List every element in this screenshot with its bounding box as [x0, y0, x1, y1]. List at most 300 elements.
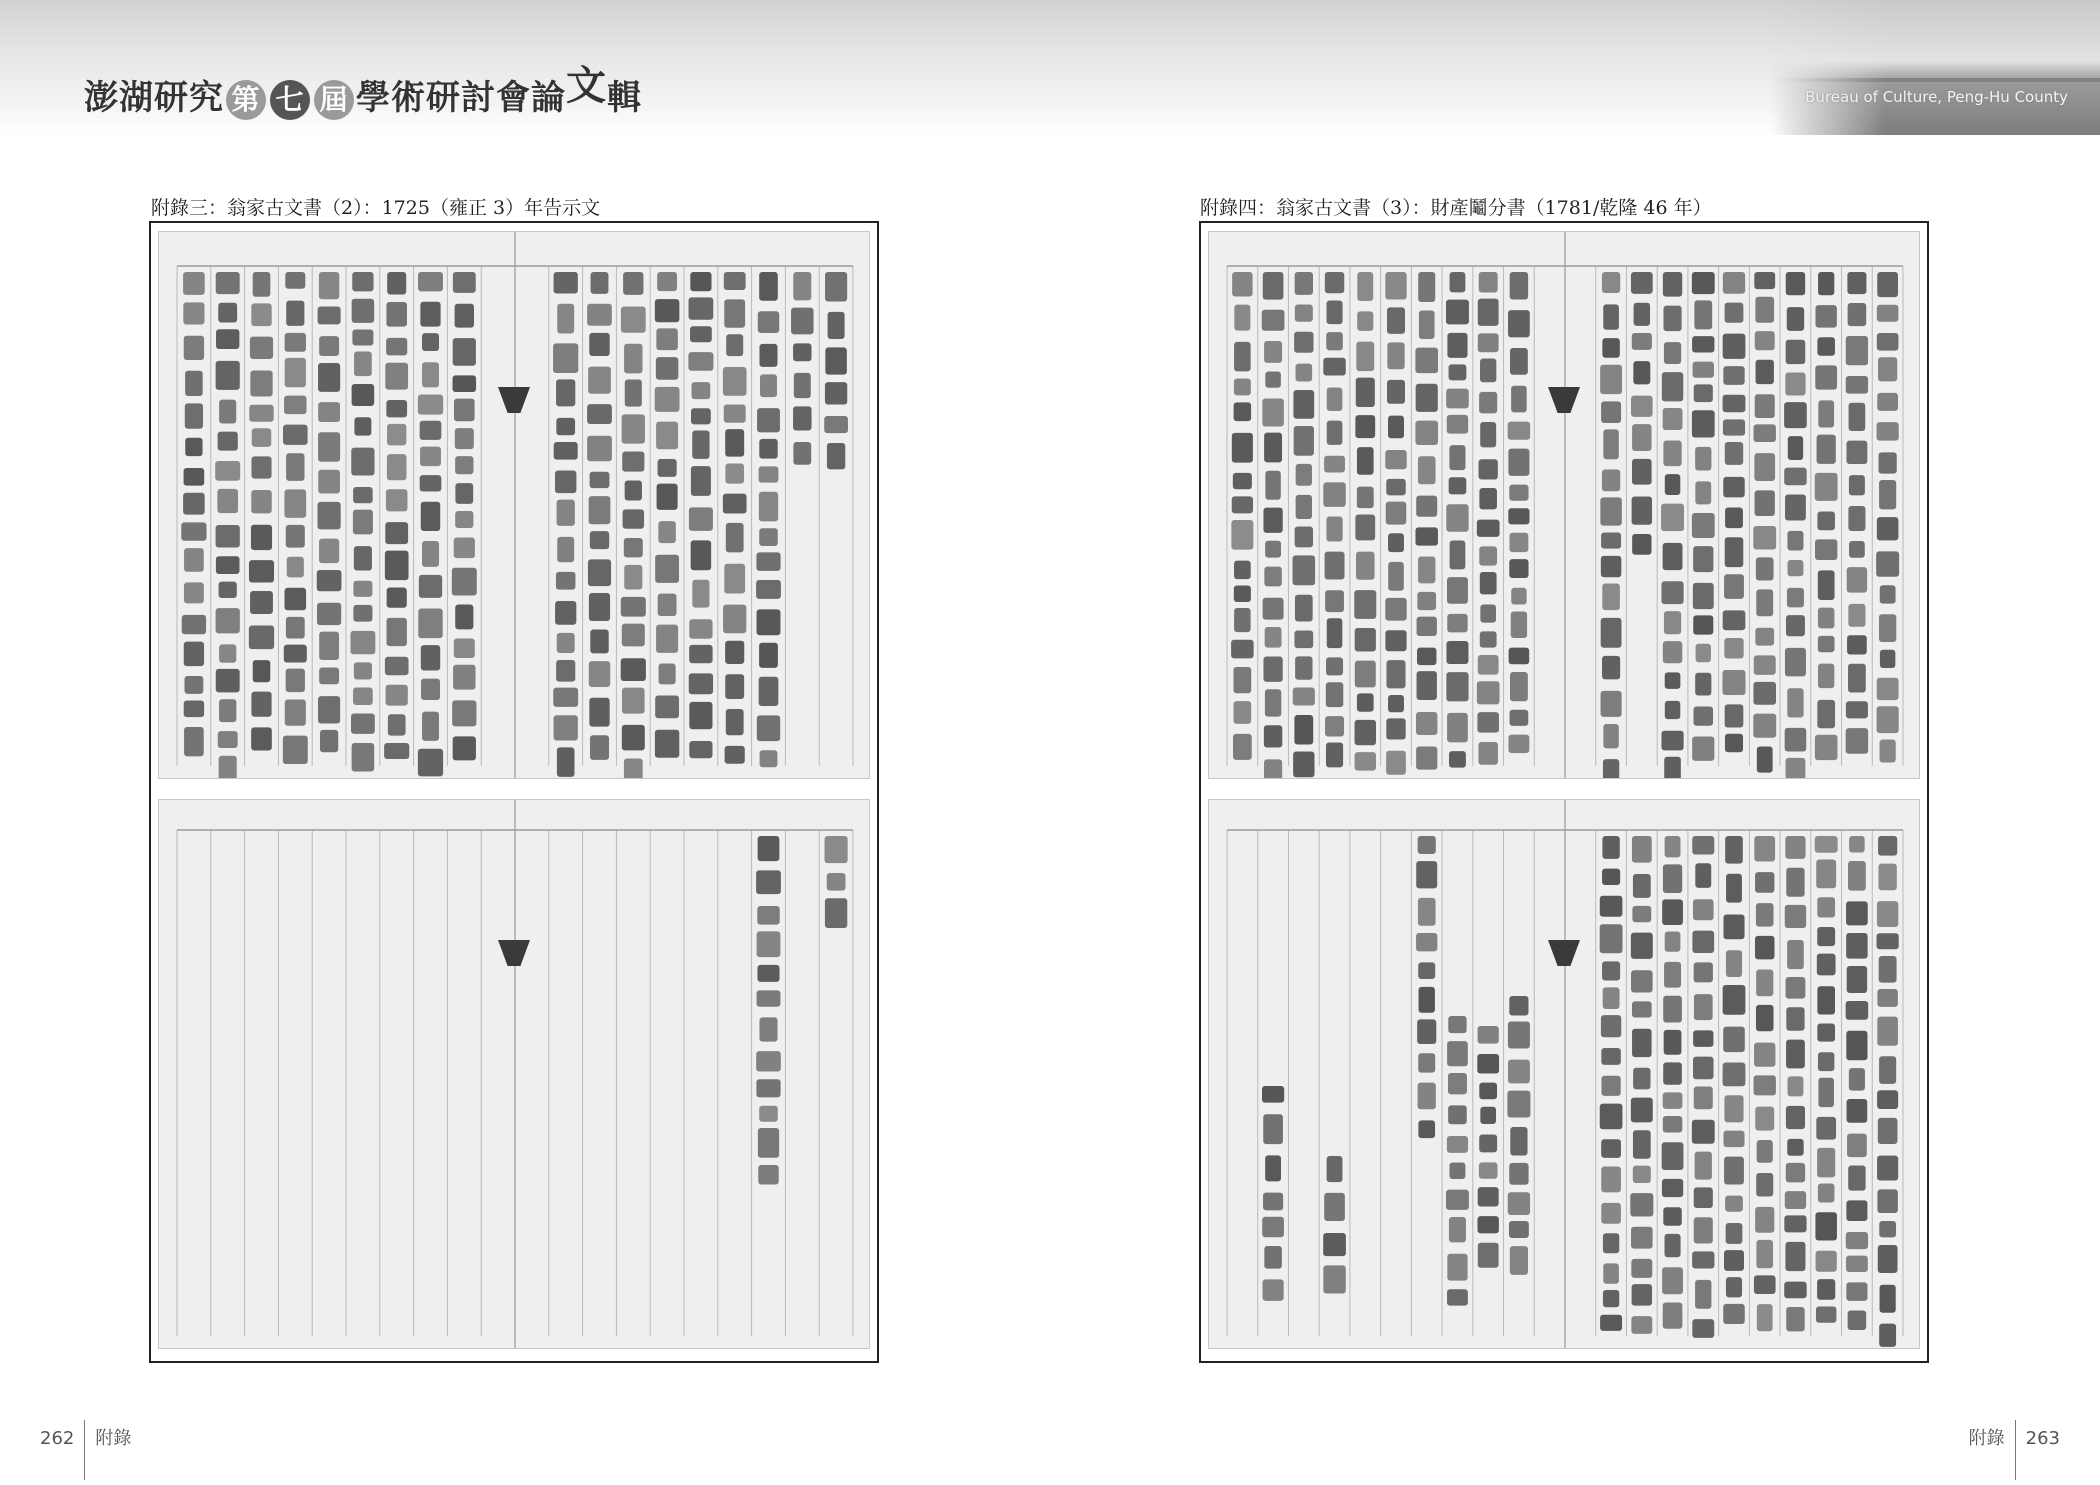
ink-glyph [1600, 497, 1621, 525]
ink-glyph [216, 272, 240, 294]
ink-glyph [590, 629, 608, 653]
ink-glyph [219, 699, 236, 722]
ink-glyph [1695, 1152, 1712, 1180]
ink-glyph [1880, 740, 1896, 763]
ink-glyph [452, 568, 477, 596]
ink-glyph [1848, 506, 1865, 531]
ink-glyph [1508, 1060, 1530, 1084]
ink-glyph [1355, 661, 1376, 688]
ink-glyph [1846, 1232, 1868, 1249]
ink-glyph [1508, 1192, 1530, 1215]
ink-glyph [1632, 496, 1652, 524]
ink-glyph [725, 641, 744, 664]
ink-glyph [1756, 1240, 1773, 1268]
ink-glyph [1417, 592, 1436, 610]
ink-glyph [1357, 447, 1374, 475]
ink-glyph [1295, 272, 1313, 295]
ink-glyph [1723, 419, 1745, 435]
ink-glyph [453, 338, 476, 366]
ink-glyph [1296, 495, 1312, 519]
ink-glyph [1754, 453, 1775, 481]
ink-glyph [1262, 398, 1284, 426]
ink-glyph [1630, 1193, 1653, 1216]
ink-glyph [388, 714, 406, 735]
ink-glyph [1446, 504, 1468, 532]
ink-glyph [1511, 386, 1527, 413]
ink-glyph [657, 272, 677, 291]
ink-glyph [420, 302, 440, 327]
ink-glyph [1787, 560, 1803, 576]
ink-glyph [418, 272, 443, 291]
ink-glyph [1633, 1068, 1650, 1090]
ink-glyph [1631, 970, 1653, 992]
ink-glyph [557, 537, 574, 562]
ink-glyph [1754, 424, 1776, 442]
ink-glyph [1662, 899, 1683, 925]
ink-glyph [1877, 305, 1899, 322]
ink-glyph [1293, 390, 1314, 419]
ink-glyph [219, 756, 237, 779]
ink-glyph [1634, 303, 1650, 326]
ink-glyph [219, 400, 236, 424]
ink-glyph [757, 990, 781, 1006]
ink-glyph [455, 456, 473, 474]
ink-glyph [1477, 1054, 1499, 1073]
ink-glyph [827, 873, 846, 891]
ink-glyph [1846, 441, 1867, 464]
ink-glyph [183, 272, 205, 295]
ink-glyph [216, 329, 239, 349]
ink-glyph [1509, 648, 1530, 665]
ink-glyph [387, 618, 407, 646]
ink-glyph [1725, 1196, 1743, 1212]
ink-glyph [1294, 332, 1313, 353]
ink-glyph [1511, 588, 1526, 605]
ink-glyph [1817, 897, 1835, 917]
ink-glyph [622, 452, 644, 472]
ink-glyph [690, 272, 711, 291]
ink-glyph [1603, 1233, 1619, 1253]
ink-glyph [285, 272, 305, 289]
ink-glyph [656, 422, 678, 450]
ink-glyph [1508, 508, 1529, 524]
ink-glyph [1326, 657, 1343, 675]
ink-glyph [1296, 464, 1312, 486]
ink-glyph [251, 525, 272, 550]
ink-glyph [1846, 728, 1868, 754]
ink-glyph [757, 965, 779, 982]
ink-glyph [184, 642, 204, 666]
ink-glyph [622, 624, 645, 647]
ink-glyph [1418, 1053, 1435, 1072]
ink-glyph [1818, 272, 1834, 295]
ink-glyph [623, 272, 643, 295]
ink-glyph [760, 374, 777, 397]
ink-glyph [1786, 758, 1806, 779]
ink-glyph [352, 384, 375, 406]
ink-glyph [184, 582, 204, 603]
ink-glyph [1631, 272, 1653, 294]
ink-glyph [1664, 962, 1681, 988]
ink-glyph [1846, 1282, 1867, 1300]
ink-glyph [1785, 905, 1806, 928]
ink-glyph [1846, 1200, 1867, 1221]
right-figure-caption: 附錄四：翁家古文書（3）：財產鬮分書（1781/乾隆 46 年） [1200, 197, 1712, 219]
ink-glyph [351, 448, 374, 476]
ink-glyph [554, 442, 578, 460]
ink-glyph [1818, 608, 1834, 629]
ink-glyph [1694, 962, 1713, 982]
ink-glyph [1449, 445, 1465, 470]
ink-glyph [250, 591, 273, 614]
ink-glyph [554, 715, 578, 740]
ink-glyph [1692, 1319, 1714, 1338]
ink-glyph [1786, 1307, 1804, 1331]
ink-glyph [756, 870, 781, 894]
ink-glyph [422, 541, 439, 567]
ink-glyph [1755, 297, 1774, 323]
ink-glyph [1263, 598, 1284, 620]
ink-glyph [1847, 1134, 1867, 1158]
ink-glyph [1263, 508, 1282, 533]
ink-glyph [1878, 864, 1896, 891]
ink-glyph [216, 361, 240, 390]
ink-glyph [251, 490, 271, 513]
ink-glyph [1509, 559, 1528, 578]
ink-glyph [1602, 961, 1620, 980]
ink-glyph [1693, 1057, 1714, 1080]
ink-glyph [1357, 693, 1374, 711]
ink-glyph [1388, 562, 1404, 591]
ink-glyph [1846, 376, 1868, 394]
ink-glyph [623, 509, 644, 528]
ink-glyph [689, 619, 712, 638]
ink-glyph [1662, 1267, 1683, 1294]
ink-glyph [1693, 1030, 1713, 1046]
ink-glyph [251, 303, 271, 326]
ink-glyph [1449, 1162, 1465, 1179]
ink-glyph [1755, 872, 1774, 893]
ink-glyph [1723, 1027, 1745, 1053]
ink-glyph [1449, 751, 1466, 768]
right-bottom-manuscript [1209, 800, 1920, 1349]
ink-glyph [1416, 861, 1437, 888]
ink-glyph [759, 1017, 777, 1041]
ink-glyph [1786, 1007, 1804, 1031]
ink-glyph [757, 715, 780, 741]
ink-glyph [1849, 836, 1865, 853]
ink-glyph [1880, 650, 1895, 668]
ink-glyph [1357, 311, 1373, 331]
ink-glyph [1510, 1246, 1528, 1275]
footer-divider [84, 1420, 85, 1480]
ink-glyph [1725, 303, 1744, 323]
ink-glyph [1233, 473, 1252, 489]
ink-glyph [1601, 401, 1621, 423]
ink-glyph [185, 676, 204, 694]
ink-glyph [318, 432, 340, 461]
ink-glyph [1633, 1166, 1651, 1183]
ink-glyph [657, 484, 678, 510]
ink-glyph [1323, 482, 1345, 507]
journal-title-num-3: 屆 [314, 80, 354, 120]
ink-glyph [1692, 931, 1714, 953]
ink-glyph [1663, 641, 1682, 663]
ink-glyph [385, 522, 408, 544]
ink-glyph [454, 399, 475, 422]
ink-glyph [1419, 311, 1435, 339]
ink-glyph [1234, 561, 1251, 580]
ink-glyph [658, 594, 677, 616]
ink-glyph [455, 483, 473, 504]
ink-glyph [1356, 552, 1375, 580]
ink-glyph [1755, 490, 1775, 516]
ink-glyph [1846, 933, 1867, 959]
ink-glyph [1878, 357, 1897, 381]
ink-glyph [1784, 402, 1807, 428]
ink-glyph [1447, 577, 1468, 604]
ink-glyph [1695, 863, 1711, 888]
left-document-page-top [158, 231, 870, 779]
ink-glyph [453, 736, 476, 760]
ink-glyph [1878, 1118, 1898, 1144]
ink-glyph [590, 472, 610, 488]
ink-glyph [1723, 1131, 1744, 1147]
ink-glyph [1602, 869, 1620, 885]
ink-glyph [1325, 272, 1344, 293]
ink-glyph [352, 299, 374, 323]
ink-glyph [724, 564, 745, 594]
ink-glyph [621, 307, 646, 333]
ink-glyph [1662, 372, 1683, 401]
ink-glyph [1478, 655, 1499, 675]
ink-glyph [1692, 513, 1715, 538]
ink-glyph [1723, 914, 1744, 939]
ink-glyph [1296, 364, 1313, 382]
ink-glyph [759, 439, 777, 459]
ink-glyph [827, 443, 845, 469]
ink-glyph [656, 328, 677, 350]
ink-glyph [353, 605, 372, 622]
ink-glyph [553, 688, 578, 707]
ink-glyph [1509, 533, 1528, 552]
ink-glyph [1665, 836, 1681, 857]
ink-glyph [625, 380, 642, 407]
ink-glyph [1447, 1254, 1467, 1281]
ink-glyph [1786, 1040, 1805, 1069]
ink-glyph [217, 489, 238, 513]
ink-glyph [1263, 1114, 1283, 1144]
ink-glyph [1508, 1021, 1530, 1048]
ink-glyph [1632, 1029, 1652, 1057]
ink-glyph [251, 692, 271, 717]
ink-glyph [723, 367, 747, 396]
ink-glyph [320, 730, 338, 752]
ink-glyph [556, 572, 576, 590]
ink-glyph [1788, 436, 1803, 460]
ink-glyph [1446, 389, 1469, 409]
ink-glyph [1234, 305, 1250, 331]
ink-glyph [1355, 628, 1376, 651]
ink-glyph [1417, 671, 1437, 700]
left-figure-caption: 附錄三：翁家古文書（2）：1725（雍正 3）年告示文 [151, 197, 601, 219]
ink-glyph [249, 560, 274, 582]
ink-glyph [1508, 422, 1530, 440]
ink-glyph [793, 272, 811, 300]
ink-glyph [1848, 303, 1867, 326]
journal-title-num-2: 七 [270, 80, 310, 120]
ink-glyph [1602, 583, 1620, 610]
ink-glyph [319, 632, 339, 660]
ink-glyph [1478, 1243, 1499, 1268]
ink-glyph [1478, 1026, 1499, 1044]
ink-glyph [1694, 300, 1712, 329]
ink-glyph [1327, 300, 1343, 324]
ink-glyph [1846, 701, 1868, 718]
ink-glyph [1817, 927, 1835, 946]
ink-glyph [1600, 896, 1623, 917]
ink-glyph [1846, 1001, 1869, 1020]
ink-glyph [1449, 364, 1467, 380]
ink-glyph [1663, 441, 1681, 467]
ink-glyph [621, 658, 646, 681]
ink-glyph [1632, 459, 1652, 485]
ink-glyph [1479, 459, 1498, 479]
left-page-number: 262 [40, 1428, 75, 1449]
ink-glyph [1446, 672, 1468, 701]
ink-glyph [1603, 429, 1618, 459]
ink-glyph [318, 363, 340, 392]
ink-glyph [1849, 541, 1865, 558]
ink-glyph [1419, 987, 1435, 1013]
ink-glyph [689, 297, 714, 319]
ink-glyph [1601, 1166, 1621, 1192]
ink-glyph [1663, 1116, 1683, 1132]
ink-glyph [1723, 610, 1746, 630]
ink-glyph [354, 417, 371, 435]
ink-glyph [1755, 628, 1774, 646]
ink-glyph [1603, 304, 1619, 329]
ink-glyph [253, 660, 271, 682]
ink-glyph [1784, 468, 1806, 486]
ink-glyph [1787, 940, 1804, 969]
ink-glyph [352, 272, 373, 291]
ink-glyph [386, 400, 407, 417]
ink-glyph [757, 408, 780, 432]
ink-glyph [1784, 1282, 1806, 1299]
ink-glyph [1665, 932, 1681, 952]
ink-glyph [1696, 644, 1711, 663]
ink-glyph [1663, 996, 1682, 1023]
ink-glyph [1879, 1324, 1896, 1347]
ink-glyph [1265, 541, 1281, 558]
ink-glyph [1447, 1289, 1468, 1305]
ink-glyph [1603, 987, 1620, 1009]
ink-glyph [386, 302, 407, 327]
ink-glyph [1632, 424, 1651, 451]
ink-glyph [1416, 496, 1437, 517]
ink-glyph [723, 605, 746, 634]
ink-glyph [656, 625, 678, 653]
ink-glyph [689, 673, 713, 694]
ink-glyph [624, 344, 642, 374]
ink-glyph [1664, 1030, 1682, 1055]
ink-glyph [659, 663, 676, 684]
ink-glyph [1849, 403, 1866, 431]
ink-glyph [1816, 1117, 1836, 1140]
ink-glyph [793, 406, 812, 430]
ink-glyph [1418, 1083, 1436, 1110]
ink-glyph [1386, 718, 1405, 739]
ink-glyph [1509, 996, 1528, 1015]
ink-glyph [1600, 365, 1622, 394]
ink-glyph [387, 272, 406, 295]
ink-glyph [1877, 272, 1898, 297]
ink-glyph [387, 454, 407, 480]
ink-glyph [726, 334, 743, 356]
ink-glyph [1600, 924, 1623, 953]
ink-glyph [726, 523, 744, 552]
ink-glyph [1416, 384, 1438, 412]
ink-glyph [1387, 380, 1405, 404]
ink-glyph [1755, 936, 1774, 960]
ink-glyph [1293, 687, 1315, 705]
ink-glyph [1477, 1216, 1498, 1233]
ink-glyph [1415, 348, 1438, 373]
ink-glyph [1477, 712, 1499, 732]
ink-glyph [1665, 1234, 1681, 1257]
ink-glyph [1879, 614, 1896, 642]
ink-glyph [1386, 479, 1405, 495]
ink-glyph [1880, 1285, 1896, 1313]
ink-glyph [1815, 473, 1838, 501]
ink-glyph [655, 299, 680, 322]
ink-glyph [184, 548, 204, 572]
ink-glyph [1815, 365, 1837, 389]
ink-glyph [1631, 396, 1653, 417]
ink-glyph [1785, 494, 1806, 520]
ink-glyph [317, 570, 342, 591]
ink-glyph [1848, 861, 1866, 891]
ink-glyph [1877, 1189, 1897, 1213]
ink-glyph [1692, 836, 1714, 854]
ink-glyph [1848, 1311, 1867, 1330]
left-document-page-bottom [158, 799, 870, 1349]
ink-glyph [556, 418, 575, 435]
ink-glyph [1877, 989, 1897, 1007]
ink-glyph [1510, 1127, 1527, 1156]
ink-glyph [385, 657, 409, 675]
ink-glyph [421, 645, 440, 670]
ink-glyph [216, 556, 240, 574]
ink-glyph [1786, 340, 1806, 364]
ink-glyph [1354, 590, 1376, 619]
ink-glyph [1632, 1284, 1652, 1306]
ink-glyph [1663, 864, 1682, 893]
ink-glyph [1418, 557, 1435, 584]
ink-glyph [319, 668, 339, 685]
ink-glyph [1815, 305, 1836, 327]
ink-glyph [1785, 728, 1807, 752]
ink-glyph [1631, 933, 1653, 959]
ink-glyph [1695, 447, 1711, 471]
ink-glyph [1818, 664, 1834, 689]
ink-glyph [689, 741, 712, 758]
ink-glyph [1786, 977, 1806, 999]
ink-glyph [690, 326, 712, 342]
ink-glyph [1477, 520, 1500, 537]
ink-glyph [1509, 1163, 1528, 1185]
